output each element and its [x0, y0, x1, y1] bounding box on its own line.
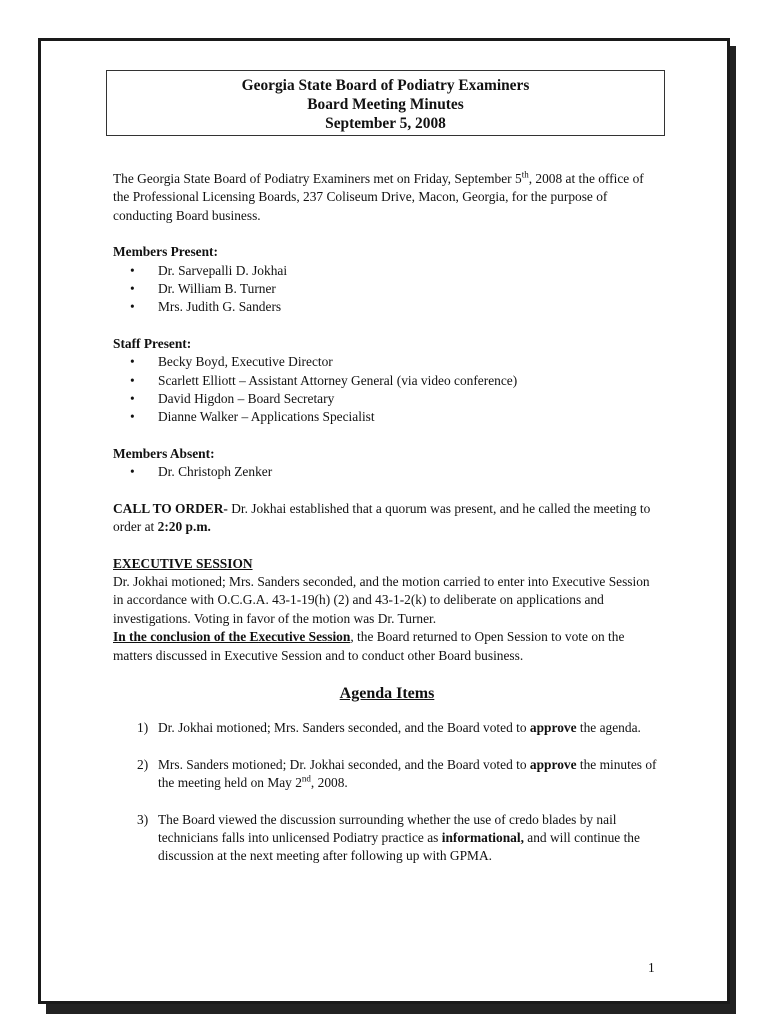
list-item: • David Higdon – Board Secretary: [130, 390, 661, 408]
staff-present-heading: Staff Present:: [113, 335, 192, 351]
bullet-icon: •: [130, 262, 135, 278]
bullet-icon: •: [130, 299, 135, 315]
board-name: Georgia State Board of Podiatry Examiners: [241, 77, 530, 94]
members-absent-heading: Members Absent:: [113, 445, 215, 461]
bullet-icon: •: [130, 409, 135, 425]
bullet-icon: •: [130, 281, 135, 297]
call-to-order-label: CALL TO ORDER-: [113, 500, 228, 516]
list-item: • Dianne Walker – Applications Specialist: [130, 408, 661, 426]
list-item: • Becky Boyd, Executive Director: [130, 353, 661, 371]
agenda-item: 1) Dr. Jokhai motioned; Mrs. Sanders seconded, and the Board voted to approve the agenda.: [137, 720, 641, 736]
list-item: • Mrs. Judith G. Sanders: [130, 298, 661, 316]
intro-paragraph: The Georgia State Board of Podiatry Examiners met on Friday, September 5th, 2008 at the office of the Professional Licensing Boards, 237 Coliseum Drive, Macon, Georgia, for the purpose of conducting Board business.: [113, 169, 644, 223]
document-body: [113, 170, 661, 884]
bullet-icon: •: [130, 391, 135, 407]
list-item: • Dr. William B. Turner: [130, 280, 661, 298]
agenda-list: [113, 719, 661, 865]
call-to-order-time: 2:20 p.m.: [157, 519, 211, 535]
executive-session-paragraph: Dr. Jokhai motioned; Mrs. Sanders seconded, and the motion carried to enter into Executive Session in accordance with O.C.G.A. 43-1-19(h) (2) and 43-1-2(k) to deliberate on applications and investigations. Voting in favor of the motion was Dr. Turner.: [113, 573, 650, 626]
members-present-list: [113, 262, 661, 317]
meeting-date: September 5, 2008: [325, 115, 446, 132]
bullet-icon: •: [130, 372, 135, 388]
agenda-heading: Agenda Items: [339, 684, 435, 702]
document-title: Board Meeting Minutes: [307, 96, 464, 113]
bullet-icon: •: [130, 354, 135, 370]
executive-session-conclusion: In the conclusion of the Executive Session, the Board returned to Open Session to vote on the matters discussed in Executive Session and to conduct other Board business.: [113, 629, 625, 663]
bullet-icon: •: [130, 464, 135, 480]
members-present-heading: Members Present:: [113, 244, 218, 260]
members-absent-list: [113, 463, 661, 481]
list-item: • Dr. Sarvepalli D. Jokhai: [130, 262, 661, 280]
call-to-order-paragraph: CALL TO ORDER- Dr. Jokhai established that a quorum was present, and he called the meeting to order at 2:20 p.m.: [113, 500, 651, 535]
agenda-item: 3) The Board viewed the discussion surrounding whether the use of credo blades by nail technicians falls into unlicensed Podiatry practice as informational, and will continue the discussion at the next meeting after following up with GPMA.: [137, 811, 640, 864]
title-box: [106, 70, 665, 136]
list-item: • Dr. Christoph Zenker: [130, 463, 661, 481]
executive-session-heading: EXECUTIVE SESSION: [113, 555, 253, 571]
staff-present-list: [113, 353, 661, 427]
list-item: • Scarlett Elliott – Assistant Attorney General (via video conference): [130, 372, 661, 390]
page-number: 1: [648, 960, 655, 975]
agenda-item: 2) Mrs. Sanders motioned; Dr. Jokhai seconded, and the Board voted to approve the minutes of the meeting held on May 2nd, 2008.: [137, 756, 657, 791]
